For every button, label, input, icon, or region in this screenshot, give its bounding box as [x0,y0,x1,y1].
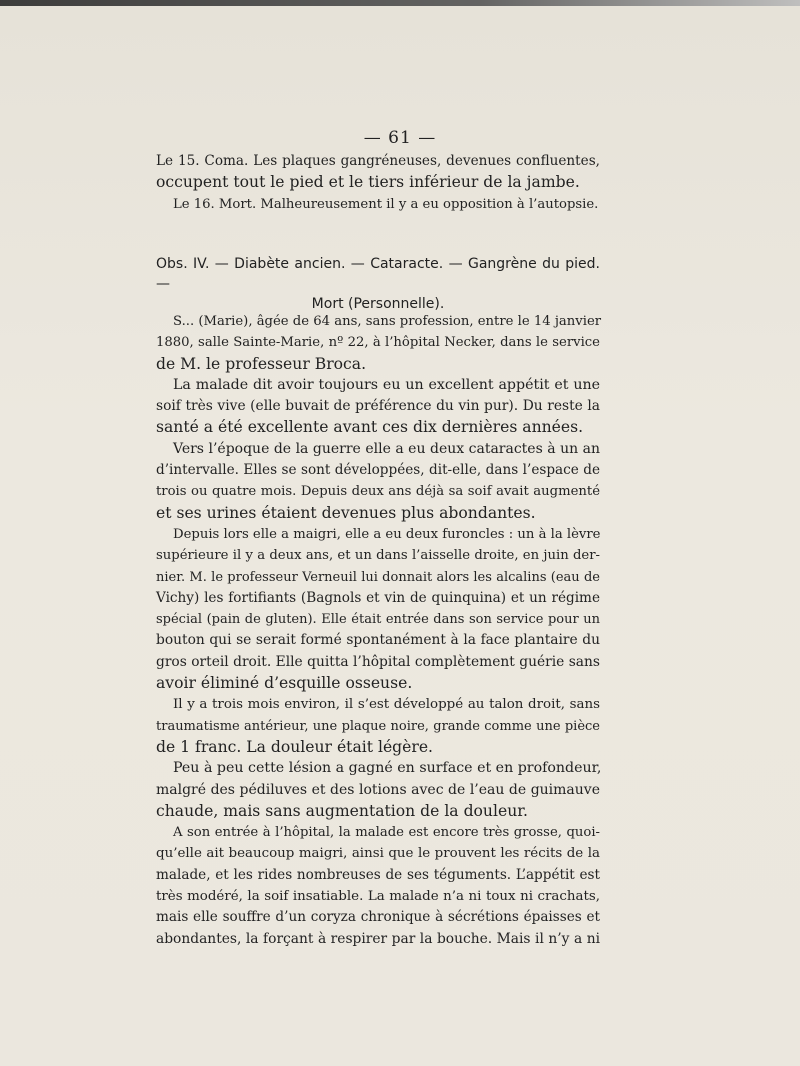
page-number: — 61 — [363,128,437,148]
text-line: avoir éliminé d’esquille osseuse. [156,674,413,693]
text-line: chaude, mais sans augmentation de la douleur. [156,801,528,820]
observation-heading [156,254,600,314]
text-line: soif très vive (elle buvait de préférence du vin pur). Du reste la [156,398,600,415]
text-line: 1880, salle Sainte-Marie, nº 22, à l’hôpital Necker, dans le service [156,335,600,351]
text-line: traumatisme antérieur, une plaque noire, grande comme une pièce [156,718,600,734]
text-line: Vers l’époque de la guerre elle a eu deux cataractes à un an [173,440,600,457]
case-body [156,311,600,950]
text-line: La malade dit avoir toujours eu un excellent appétit et une [173,376,600,393]
text-line: abondantes, la forçant à respirer par la bouche. Mais il n’y a ni [156,930,600,947]
text-line: bouton qui se serait formé spontanément à la face plantaire du [156,632,600,649]
text-line: supérieure il y a deux ans, et un dans l’aisselle droite, en juin der- [156,548,600,564]
text-line: de M. le professeur Broca. [156,354,367,373]
text-line: qu’elle ait beaucoup maigri, ainsi que le prouvent les récits de la [156,846,600,862]
text-line: de 1 franc. La douleur était légère. [156,737,434,756]
text-line: A son entrée à l’hôpital, la malade est encore très grosse, quoi- [173,825,600,841]
text-line: d’intervalle. Elles se sont développées, dit-elle, dans l’espace de [156,462,600,479]
text-line: occupent tout le pied et le tiers inférieur de la jambe. [156,173,580,192]
text-line: nier. M. le professeur Verneuil lui donnait alors les alcalins (eau de [156,569,600,585]
text-line: et ses urines étaient devenues plus abondantes. [156,503,536,522]
text-line: Le 16. Mort. Malheureusement il y a eu opposition à l’autopsie. [173,196,599,212]
text-line: spécial (pain de gluten). Elle était entrée dans son service pour un [156,612,600,628]
top-paragraph [156,151,600,215]
text-line: trois ou quatre mois. Depuis deux ans déjà sa soif avait augmenté [156,484,600,500]
text-line: Vichy) les fortifiants (Bagnols et vin de quinquina) et un régime [156,589,600,606]
text-line: Il y a trois mois environ, il s’est développé au talon droit, sans [173,697,600,713]
text-line: S... (Marie), âgée de 64 ans, sans profession, entre le 14 janvier [173,314,602,329]
text-line: malade, et les rides nombreuses de ses téguments. L’appétit est [156,866,600,883]
text-line: Peu à peu cette lésion a gagné en surface et en profondeur, [173,760,602,777]
text-line: malgré des pédiluves et des lotions avec de l’eau de guimauve [156,781,600,798]
text-line: très modéré, la soif insatiable. La malade n’a ni toux ni crachats, [156,889,600,905]
text-line: santé a été excellente avant ces dix dernières années. [156,418,584,437]
text-line: gros orteil droit. Elle quitta l’hôpital complètement guérie sans [156,653,600,670]
observation-heading-line: Obs. IV. — Diabète ancien. — Cataracte. — Gangrène du pied. — [156,256,600,292]
text-line: mais elle souffre d’un coryza chronique à sécrétions épaisses et [156,909,600,926]
scan-edge [0,0,800,6]
text-line: Depuis lors elle a maigri, elle a eu deux furoncles : un à la lèvre [173,526,601,542]
text-line: Le 15. Coma. Les plaques gangréneuses, devenues confluentes, [156,153,600,169]
observation-heading-line: Mort (Personnelle). [311,296,445,312]
